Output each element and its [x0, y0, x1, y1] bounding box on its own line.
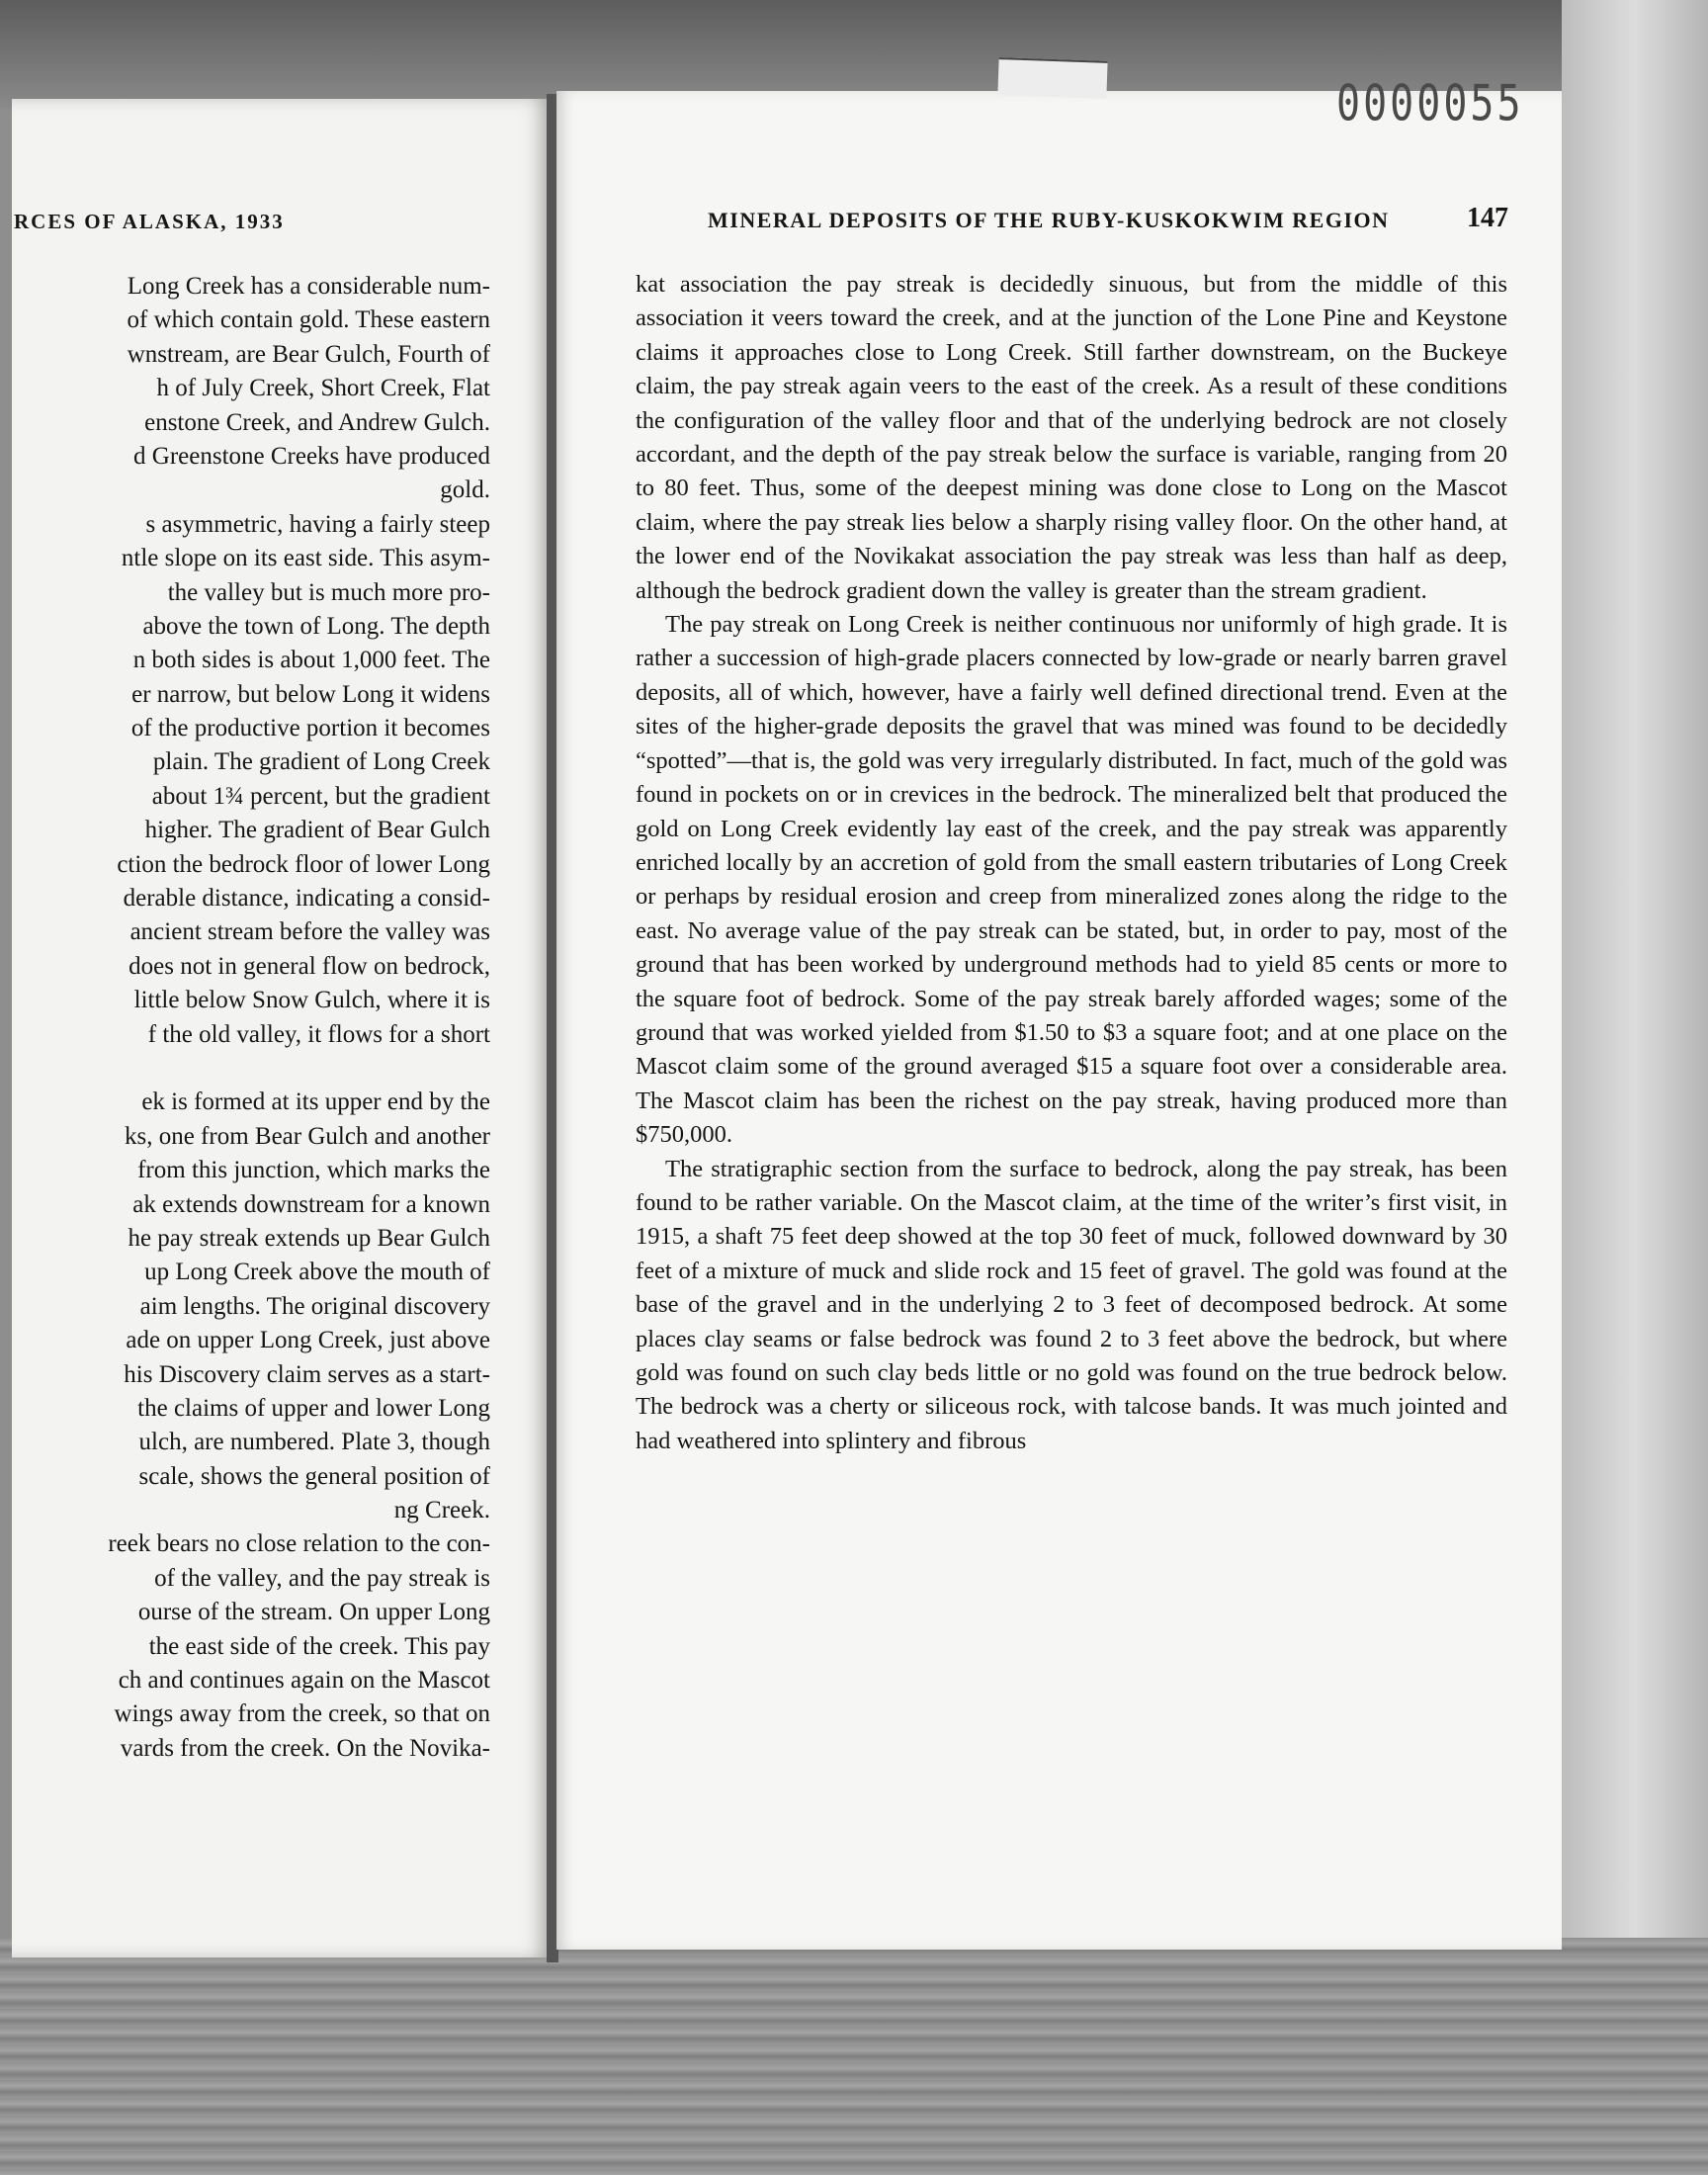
paragraph: The stratigraphic section from the surface to bedrock, along the pay streak, has been found to be rather variable. On the Mascot claim, at the time of the writer’s first visit, in 1915, a shaft 75 feet deep showed at the top 30 feet of muck, followed downward by 30 feet of a mixture of muck and slide rock and 15 feet of gravel. The gold was found at the base of the gravel and in the underlying 2 to 3 feet of decomposed bedrock. At some places clay seams or false bedrock was found 2 to 3 feet above the bedrock, but where gold was found on such clay beds little or no gold was found on the true bedrock below. The bedrock was a cherty or siliceous rock, with talcose bands. It was much jointed and had weathered into splintery and fibrous	[636, 1155, 1507, 1454]
text-line: wings away from the creek, so that on	[114, 1700, 490, 1728]
text-line: ade on upper Long Creek, just above	[126, 1327, 490, 1354]
text-line: ch and continues again on the Mascot	[118, 1667, 490, 1695]
text-line: f the old valley, it flows for a short	[147, 1020, 490, 1048]
text-line	[108, 1052, 490, 1086]
text-line: of which contain gold. These eastern	[127, 306, 490, 334]
text-line: h of July Creek, Short Creek, Flat	[156, 375, 490, 402]
text-line: does not in general flow on bedrock,	[128, 952, 490, 980]
scan-background-right	[1562, 0, 1708, 2175]
text-line: ak extends downstream for a known	[132, 1190, 490, 1218]
left-page-running-header: RCES OF ALASKA, 1933	[14, 210, 285, 233]
text-line: ntle slope on its east side. This asym-	[121, 545, 490, 572]
paper-tab	[997, 57, 1107, 99]
text-line: of the valley, and the pay streak is	[154, 1564, 490, 1592]
paragraph: kat association the pay streak is decidedly sinuous, but from the middle of this association it veers toward the creek, and at the junction of the Lone Pine and Keystone claims it approaches close to Long Creek. Still farther downstream, on the Buckeye claim, the pay streak again veers to the east of the creek. As a result of these conditions the configuration of the valley floor and that of the underlying bedrock are not closely accordant, and the depth of the pay streak below the surface is variable, ranging from 20 to 80 feet. Thus, some of the deepest mining was done close to Long on the Mascot claim, where the pay streak lies below a sharply rising valley floor. On the other hand, at the lower end of the Novikakat association the pay streak was less than half as deep, although the bedrock gradient down the valley is greater than the stream gradient.	[636, 271, 1507, 604]
right-page-running-header	[708, 203, 1508, 234]
text-line: wnstream, are Bear Gulch, Fourth of	[127, 340, 490, 368]
document-stamp-number: 0000055	[1336, 75, 1524, 132]
text-line: of the productive portion it becomes	[130, 715, 490, 742]
text-line: about 1¾ percent, but the gradient	[151, 782, 490, 810]
text-line: er narrow, but below Long it widens	[131, 680, 490, 708]
text-line: scale, shows the general position of	[138, 1462, 490, 1490]
text-line: gold.	[440, 477, 490, 504]
right-page-title: MINERAL DEPOSITS OF THE RUBY-KUSKOKWIM REGION	[708, 208, 1390, 232]
right-page-text-column	[636, 268, 1507, 1458]
text-line: d Greenstone Creeks have produced	[133, 442, 490, 470]
text-line: ourse of the stream. On upper Long	[137, 1599, 490, 1626]
left-page-text-column	[108, 270, 490, 1766]
text-line: ks, one from Bear Gulch and another	[124, 1122, 490, 1150]
text-line: his Discovery claim serves as a start-	[124, 1360, 490, 1388]
text-line: ancient stream before the valley was	[129, 918, 490, 946]
text-line: derable distance, indicating a consid-	[123, 885, 490, 913]
text-line: vards from the creek. On the Novika-	[120, 1734, 490, 1762]
text-line: the valley but is much more pro-	[167, 578, 490, 606]
text-line: n both sides is about 1,000 feet. The	[132, 647, 490, 674]
text-line: ulch, are numbered. Plate 3, though	[138, 1429, 490, 1456]
text-line: from this junction, which marks the	[137, 1157, 490, 1184]
text-line: reek bears no close relation to the con-	[108, 1530, 490, 1558]
text-line: s asymmetric, having a fairly steep	[145, 510, 490, 538]
text-line: ng Creek.	[393, 1497, 490, 1524]
text-line: up Long Creek above the mouth of	[144, 1259, 490, 1286]
text-line: higher. The gradient of Bear Gulch	[144, 817, 490, 844]
paragraph: The pay streak on Long Creek is neither continuous nor uniformly of high grade. It is rather a succession of high-grade placers connected by low-grade or nearly barren gravel deposits, all of which, however, have a fairly well defined directional trend. Even at the sites of the higher-grade deposits the gravel that was mined was found to be decidedly “spotted”—that is, the gold was very irregularly distributed. In fact, much of the gold was found in pockets on or in crevices in the bedrock. The mineralized belt that produced the gold on Long Creek evidently lay east of the creek, and the pay streak was apparently enriched locally by an accretion of gold from the small eastern tributaries of Long Creek or perhaps by residual erosion and creep from mineralized zones along the ridge to the east. No average value of the pay streak can be stated, but, in order to pay, most of the ground that has been worked by underground methods had to yield 85 cents or more to the square foot of bedrock. Some of the pay streak barely afforded wages; some of the ground that was worked yielded from $1.50 to $3 a square foot; and at one place on the Mascot claim some of the ground averaged $15 a square foot over a considerable area. The Mascot claim has been the richest on the pay streak, having produced more than $750,000.	[636, 611, 1507, 1149]
text-line: above the town of Long. The depth	[142, 612, 490, 640]
text-line: he pay streak extends up Bear Gulch	[128, 1224, 490, 1252]
scan-background-bottom	[0, 1938, 1708, 2175]
text-line: ek is formed at its upper end by the	[141, 1088, 490, 1116]
text-line: plain. The gradient of Long Creek	[152, 748, 490, 776]
text-line: the east side of the creek. This pay	[148, 1632, 490, 1660]
text-line: Long Creek has a considerable num-	[127, 273, 490, 300]
text-line: little below Snow Gulch, where it is	[133, 987, 490, 1014]
text-line: aim lengths. The original discovery	[139, 1292, 490, 1320]
text-line: enstone Creek, and Andrew Gulch.	[144, 408, 490, 436]
text-line: the claims of upper and lower Long	[137, 1394, 490, 1422]
page-number: 147	[1467, 203, 1508, 233]
text-line: ction the bedrock floor of lower Long	[117, 850, 490, 878]
